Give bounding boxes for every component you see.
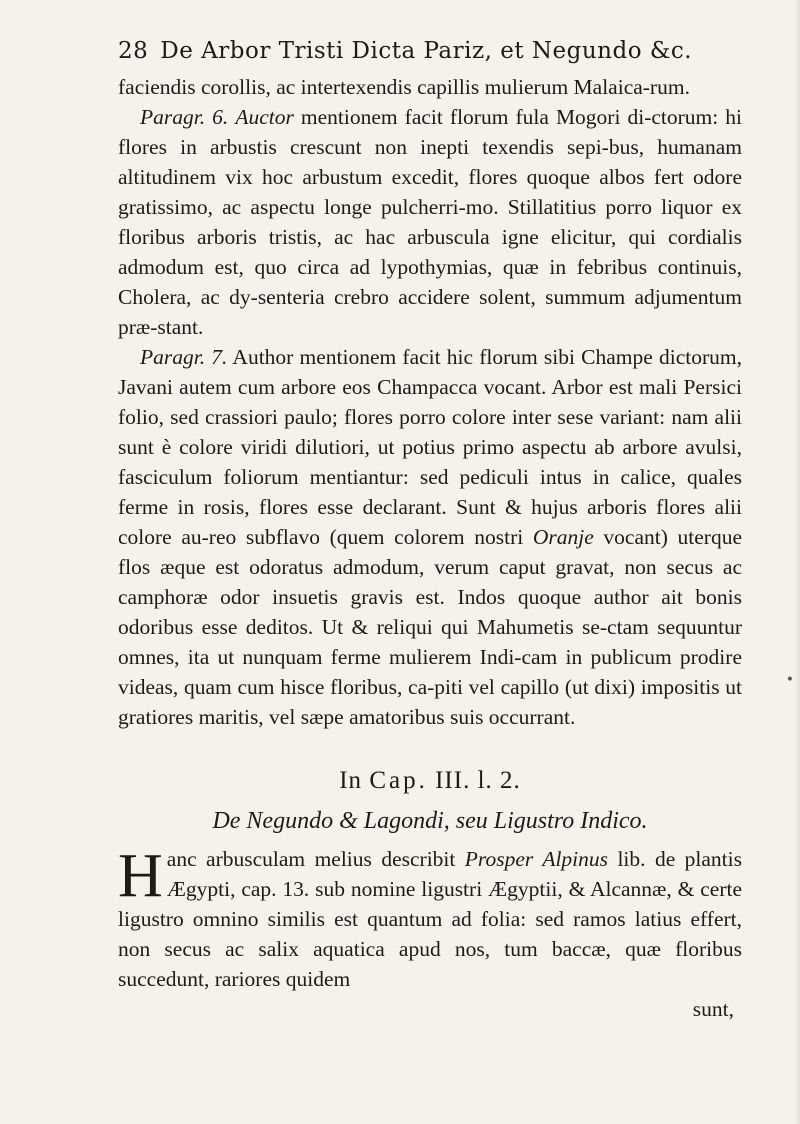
paragraph-text-a: Author mentionem facit hic florum sibi Champe dictorum, Javani autem cum arbore eos Champacca vocant. Arbor est mali Persici folio, sed crassiori paulo; flores porro colore inter sese variant: nam alii sunt è colore viridi dilutiori, ut potius primo aspectu ab arbore avulsi, fasciculum foliorum mentiantur: sed pediculi intus in calice, quales ferme in rosis, flores esse declarant. Sunt & hujus arboris flores alii colore au-reo subflavo (quem colorem nostri <box>118 345 743 549</box>
author-word: Auctor <box>235 105 294 129</box>
section-ref: III. l. 2. <box>435 767 521 794</box>
paragraph-text-b: vocant) uterque flos æque est odoratus admodum, verum caput gravat, non secus ac camphoræ odor insuetis gravis est. Indos quoque author ait bonis odoribus esse deditos. Ut & reliqui qui Mahumetis se-ctam sequuntur omnes, ita ut nunquam ferme mulierem Indi-cam in publicum prodire videas, quam cum hisce floribus, ca-piti vel capillo (ut dixi) impositis ut gratiores maritis, vel sæpe amatoribus suis occurrant. <box>118 525 742 729</box>
cited-author: Prosper Alpinus <box>464 847 609 871</box>
paragraph-text-a: anc arbusculam melius describit <box>166 847 465 871</box>
catchword: sunt, <box>692 997 734 1021</box>
margin-mark: • <box>785 672 794 688</box>
paragraph-7 <box>118 342 742 732</box>
section-cap-label: Cap. <box>369 767 428 794</box>
section-heading <box>118 766 742 796</box>
page-edge-shadow <box>794 0 800 1124</box>
italic-word: Oranje <box>532 525 594 549</box>
paragraph-label: Paragr. 7. <box>140 345 228 369</box>
page-number: 28 <box>118 38 149 64</box>
section-subtitle: De Negundo & Lagondi, seu Ligustro Indico. <box>212 808 648 834</box>
paragraph-6 <box>118 102 742 342</box>
paragraph-negundo <box>118 844 742 994</box>
section-prefix: In <box>339 767 363 794</box>
paragraph-text-b: lib. de plantis Ægypti, cap. 13. sub nomine ligustri Ægyptii, & Alcannæ, & certe ligustro omnino similis est quantum ad folia: sed ramos latius effert, non secus ac salix aquatica apud nos, tum baccæ, quæ floribus succedunt, rariores quidem <box>118 847 742 991</box>
running-head-title: De Arbor Tristi Dicta Pariz, et Negundo &c. <box>160 38 693 64</box>
paragraph-text: mentionem facit florum fula Mogori di-ctorum: hi flores in arbustis crescunt non inepti texendis sepi-bus, humanam altitudinem vix hoc arbustum excedit, flores quoque albos fert odore gratissimo, ac aspectu longe pulcherri-mo. Stillatitius porro liquor ex floribus arboris tristis, ac hac arbuscula igne elicitur, qui cordialis admodum est, quo circa ad lypothymias, quæ in febribus continuis, Cholera, ac dy-senteria crebro accidere solent, summum adjumentum præ-stant. <box>118 105 743 339</box>
paragraph-label: Paragr. 6. <box>140 105 229 129</box>
running-head <box>118 38 742 64</box>
drop-cap: H <box>118 844 163 910</box>
paragraph-continuation: faciendis corollis, ac intertexendis capillis mulierum Malaica-rum. <box>118 75 690 99</box>
body-text <box>118 72 742 1024</box>
